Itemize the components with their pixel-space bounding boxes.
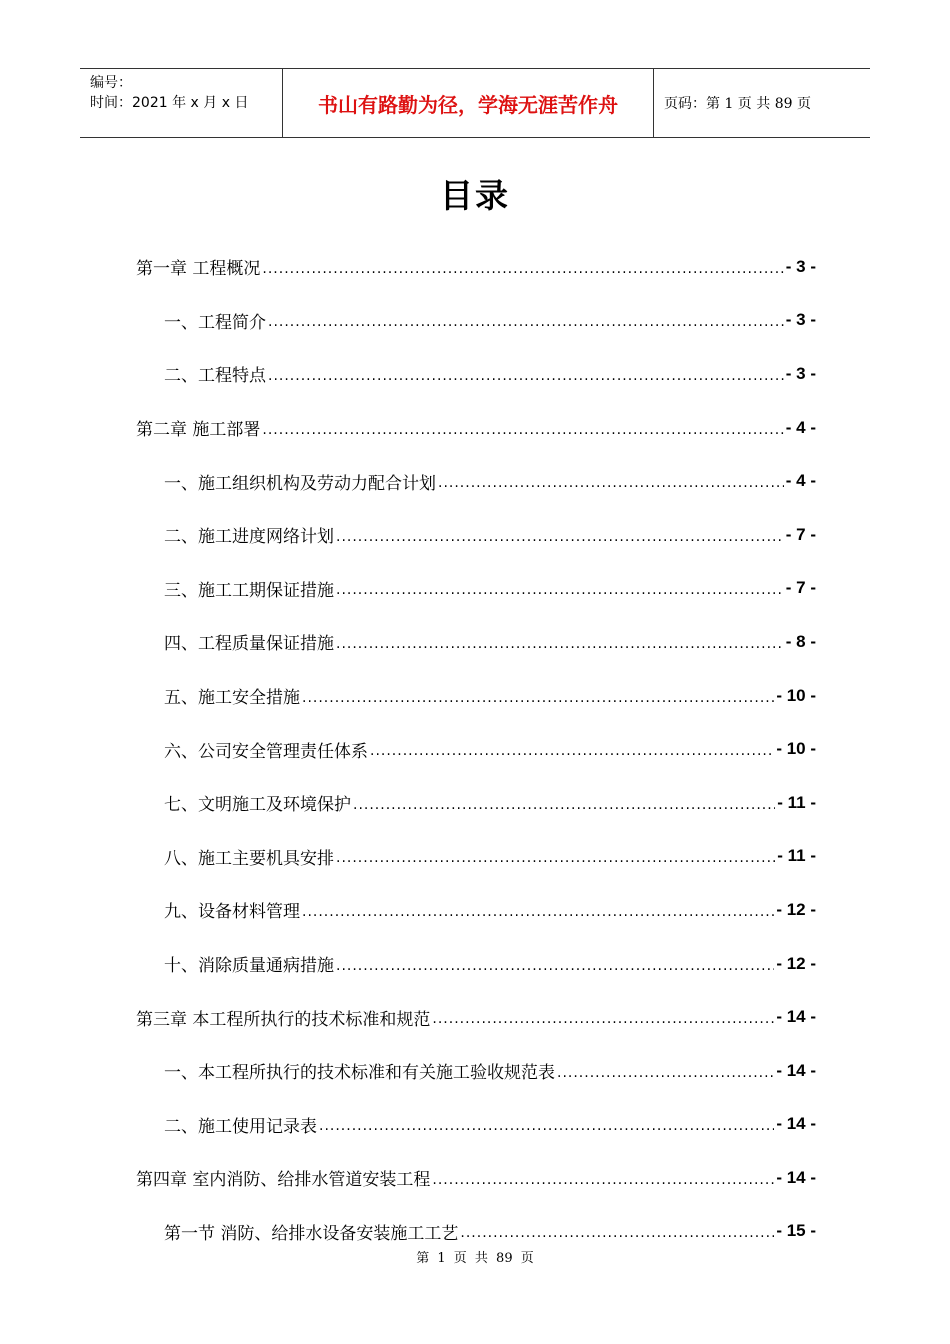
toc-entry[interactable]: [136, 830, 816, 884]
toc-entry[interactable]: [136, 937, 816, 991]
document-number-label: 编号：: [90, 75, 132, 91]
toc-entry[interactable]: [136, 294, 816, 348]
toc-entry-page: - 11 -: [777, 846, 816, 866]
toc-entry[interactable]: [136, 1044, 816, 1098]
toc-entry[interactable]: [136, 615, 816, 669]
page-footer: 第 1 页 共 89 页: [416, 1251, 534, 1266]
toc-leader: [460, 1221, 774, 1241]
toc-leader: [268, 364, 784, 384]
toc-entry-text: 三、施工工期保证措施: [164, 580, 334, 601]
toc-leader: [432, 1007, 774, 1027]
toc-leader: [353, 793, 775, 813]
toc-leader: [262, 257, 783, 277]
toc-entry-page: - 10 -: [776, 685, 816, 705]
toc-entry-page: - 7 -: [785, 578, 816, 598]
toc-entry-page: - 10 -: [776, 739, 816, 759]
document-date-label: 时间：2021 年 x 月 x 日: [90, 95, 249, 111]
toc-entry-text: 二、施工使用记录表: [164, 1116, 317, 1137]
table-of-contents: [136, 240, 816, 1258]
toc-entry-text: 六、公司安全管理责任体系: [164, 741, 368, 762]
toc-entry-page: - 12 -: [776, 899, 816, 919]
toc-entry-page: - 3 -: [785, 256, 816, 276]
toc-entry-chapter-4[interactable]: [136, 1151, 816, 1205]
toc-entry-text: 第一章 工程概况: [136, 259, 261, 280]
toc-entry-text: 五、施工安全措施: [164, 688, 300, 709]
toc-entry-page: - 11 -: [777, 792, 816, 812]
toc-entry-text: 二、施工进度网络计划: [164, 527, 334, 548]
toc-entry-text: 七、文明施工及环境保护: [164, 795, 351, 816]
toc-entry-text: 第四章 室内消防、给排水管道安装工程: [136, 1170, 431, 1191]
toc-entry-chapter-2[interactable]: [136, 401, 816, 455]
toc-entry[interactable]: [136, 883, 816, 937]
page-header: [80, 68, 870, 138]
header-motto: 书山有路勤为径，学海无涯苦作舟: [282, 69, 654, 137]
toc-entry-page: - 14 -: [776, 1167, 816, 1187]
toc-entry-page: - 7 -: [785, 524, 816, 544]
toc-entry-page: - 15 -: [776, 1221, 816, 1241]
toc-entry-chapter-1[interactable]: [136, 240, 816, 294]
toc-entry-page: - 8 -: [785, 631, 816, 651]
toc-entry-chapter-3[interactable]: [136, 990, 816, 1044]
toc-leader: [268, 310, 784, 330]
toc-entry-page: - 3 -: [785, 310, 816, 330]
toc-entry[interactable]: [136, 1098, 816, 1152]
toc-entry-text: 一、本工程所执行的技术标准和有关施工验收规范表: [164, 1063, 555, 1084]
toc-entry-text: 十、消除质量通病措施: [164, 956, 334, 977]
toc-entry-text: 第一节 消防、给排水设备安装施工工艺: [164, 1223, 459, 1244]
toc-entry[interactable]: [136, 669, 816, 723]
toc-entry-text: 二、工程特点: [164, 366, 266, 387]
toc-leader: [336, 954, 774, 974]
toc-entry-text: 第二章 施工部署: [136, 420, 261, 441]
toc-leader: [336, 846, 775, 866]
toc-entry-text: 一、工程简介: [164, 312, 266, 333]
toc-entry[interactable]: [136, 508, 816, 562]
toc-entry-page: - 14 -: [776, 1007, 816, 1027]
toc-entry-text: 四、工程质量保证措施: [164, 634, 334, 655]
toc-entry[interactable]: [136, 722, 816, 776]
toc-entry-page: - 12 -: [776, 953, 816, 973]
toc-entry-page: - 3 -: [785, 363, 816, 383]
toc-entry[interactable]: [136, 562, 816, 616]
toc-leader: [370, 739, 774, 759]
toc-entry[interactable]: [136, 347, 816, 401]
toc-leader: [302, 686, 774, 706]
page-title: 目录: [440, 176, 510, 215]
toc-leader: [336, 525, 784, 545]
toc-entry-text: 九、设备材料管理: [164, 902, 300, 923]
toc-entry-page: - 4 -: [785, 417, 816, 437]
toc-entry[interactable]: [136, 776, 816, 830]
toc-leader: [438, 471, 784, 491]
toc-leader: [336, 578, 784, 598]
toc-entry-page: - 14 -: [776, 1060, 816, 1080]
toc-leader: [336, 632, 784, 652]
toc-entry-text: 一、施工组织机构及劳动力配合计划: [164, 473, 436, 494]
toc-entry-text: 八、施工主要机具安排: [164, 848, 334, 869]
toc-entry-page: - 14 -: [776, 1114, 816, 1134]
toc-leader: [319, 1114, 774, 1134]
toc-leader: [302, 900, 774, 920]
toc-leader: [262, 418, 783, 438]
header-meta: [80, 69, 282, 137]
toc-entry-text: 第三章 本工程所执行的技术标准和规范: [136, 1009, 431, 1030]
toc-entry[interactable]: [136, 454, 816, 508]
header-page-info: 页码：第 1 页 共 89 页: [664, 96, 811, 112]
toc-leader: [432, 1168, 774, 1188]
toc-leader: [557, 1061, 774, 1081]
toc-entry-page: - 4 -: [785, 471, 816, 491]
